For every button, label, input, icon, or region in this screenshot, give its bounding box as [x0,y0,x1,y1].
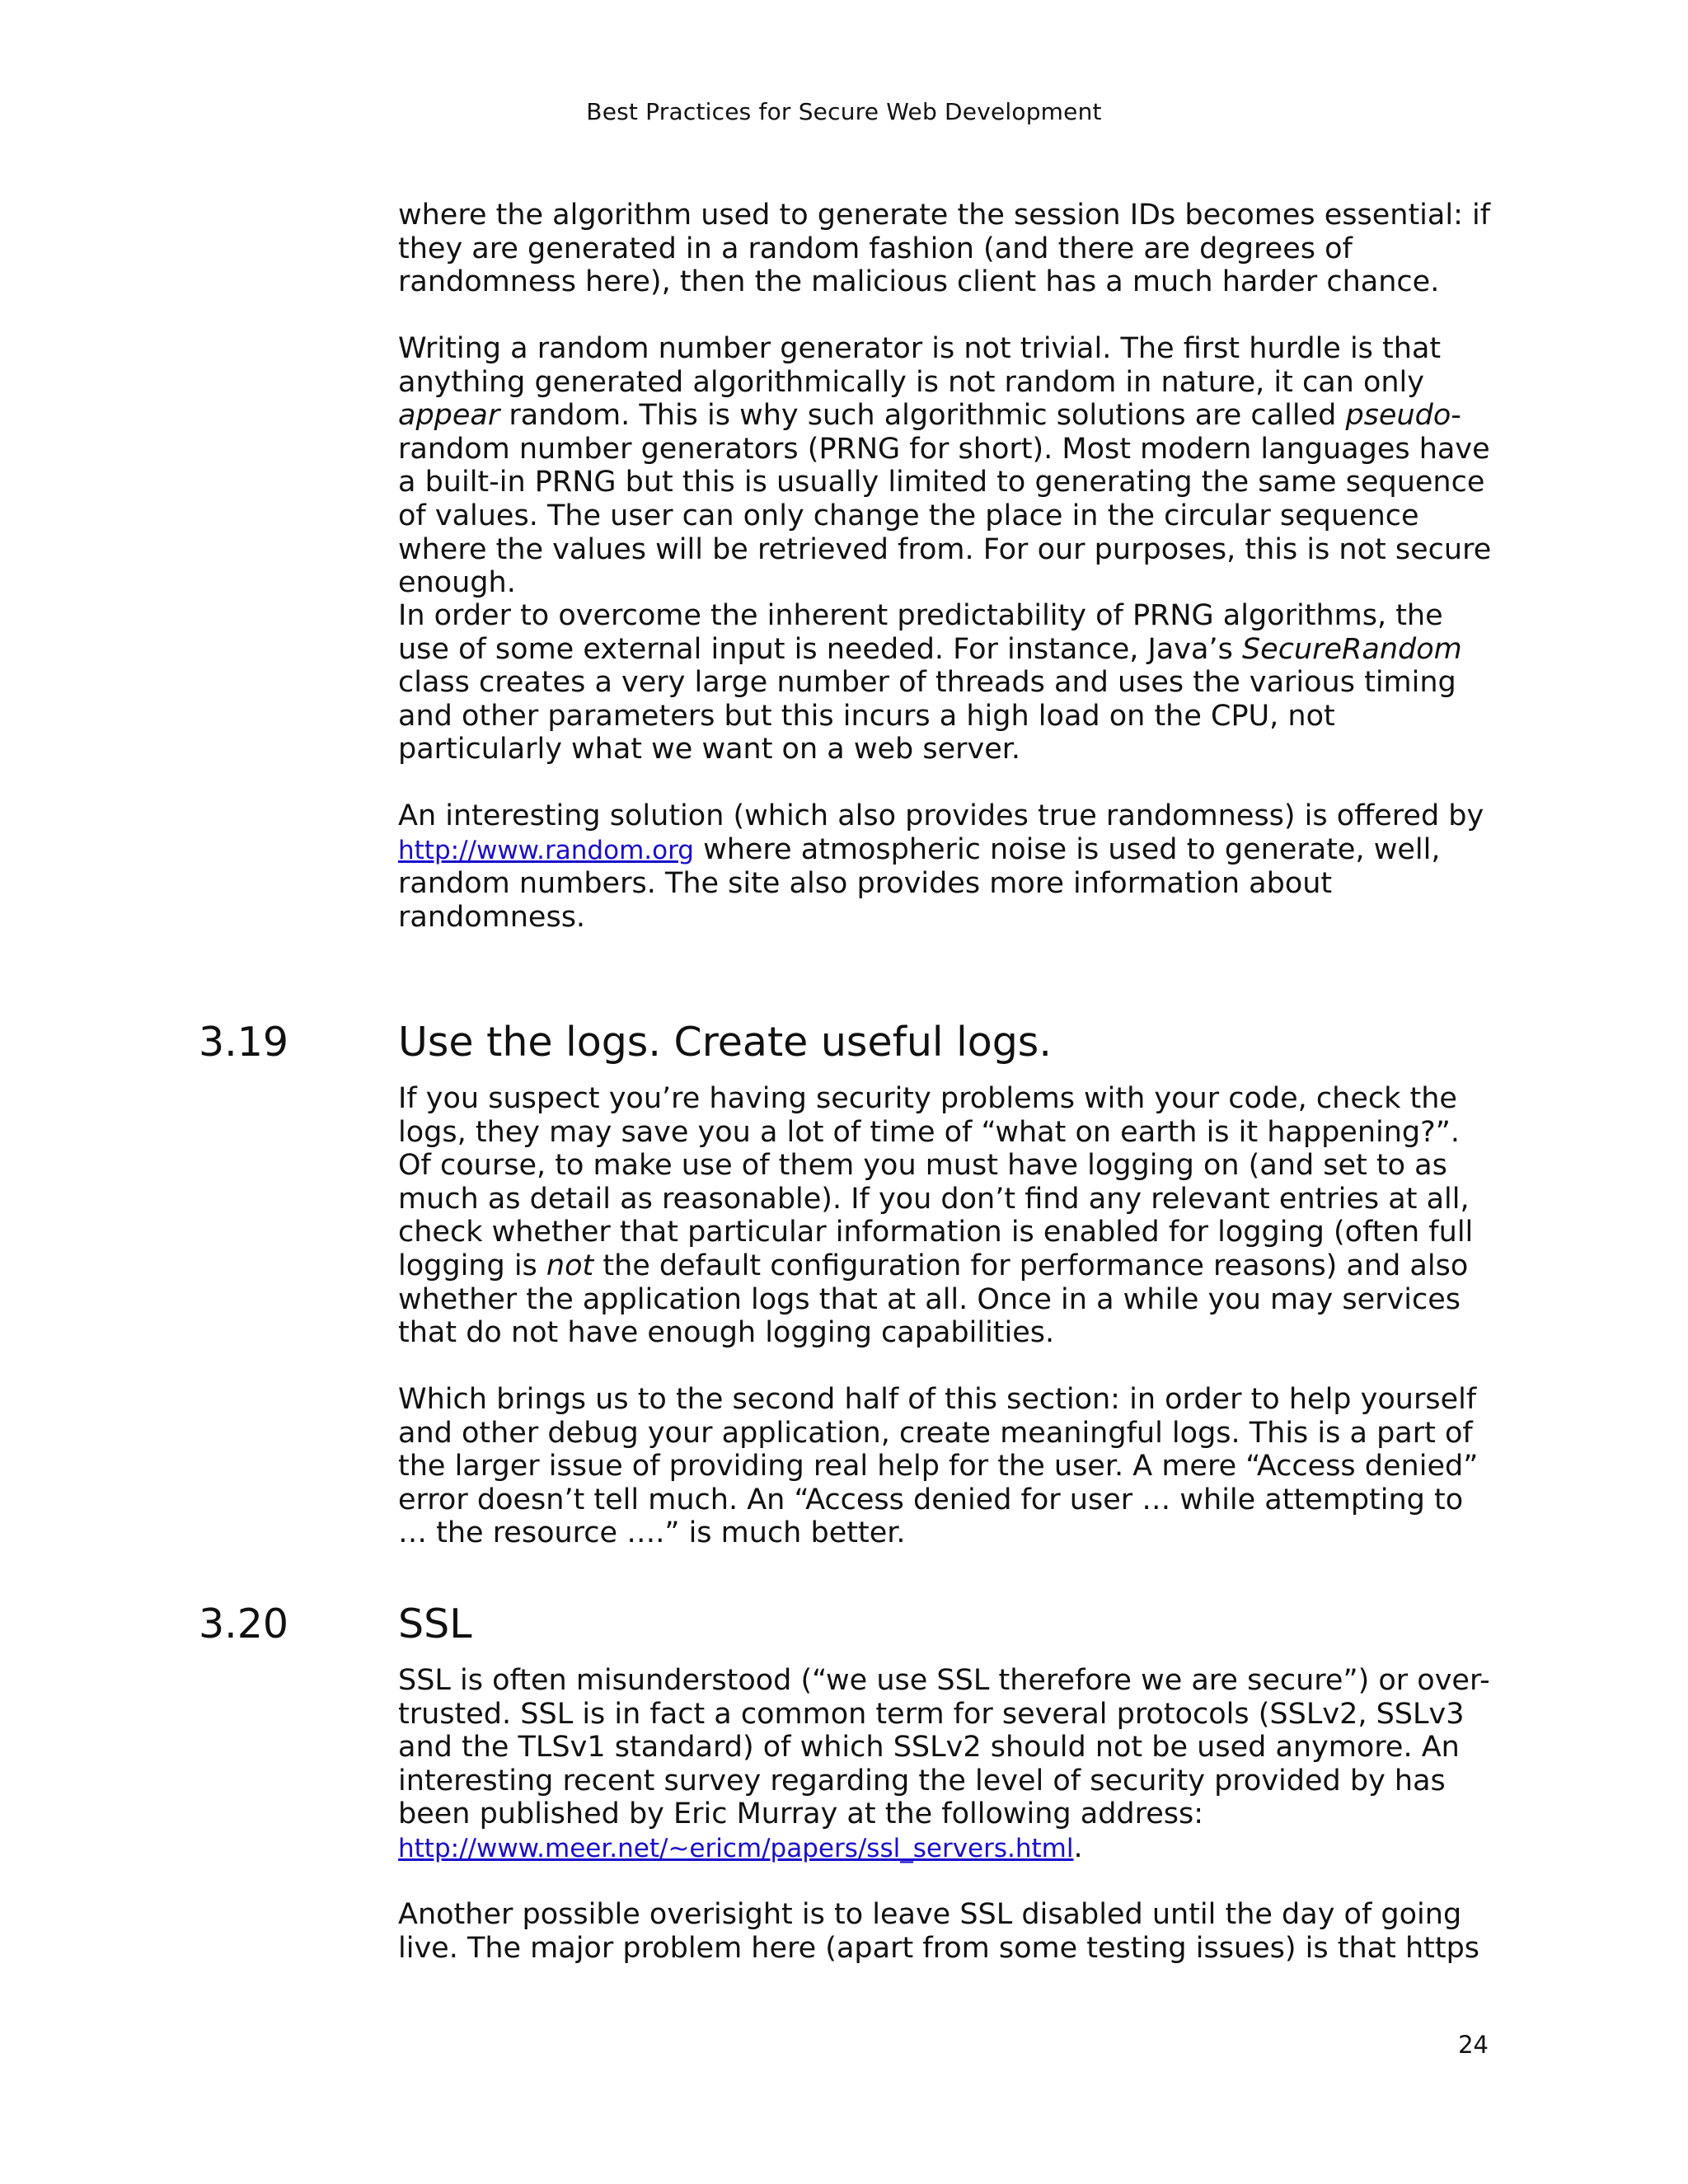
emphasis-not: not [546,1249,594,1282]
emphasis-securerandom: SecureRandom [1241,632,1462,666]
random-org-link[interactable]: http://www.random.org [398,835,694,865]
emphasis-appear: appear [398,399,500,433]
paragraph-text: Which brings us to the second half of this section: in order to help yourself and other debug your application, create meaningful logs. This is a part of the larger issue of providing real help for the user. A mere “Access denied” error doesn’t tell much. An “Access denied for user … while attempting to … the resource ….” is much better. [398,1383,1479,1550]
paragraph-text: where the algorithm used to generate the session IDs becomes essential: if they are generated in a random fashion (and there are degrees of randomness here), then the malicious client has a much harder chance. [398,199,1491,299]
section-title: SSL [398,1601,472,1647]
section-number: 3.20 [199,1601,289,1647]
paragraph-text: the default configuration for performance reasons) and also whether the application logs that at all. Once in a while you may services that do not have enough logging capabilities. [398,1249,1469,1350]
paragraph-text: SSL is often misunderstood (“we use SSL therefore we are secure”) or over-trusted. SSL is in fact a common term for several protocols (SSLv2, SSLv3 and the TLSv1 standard) of which SSLv2 should not be used anymore. An interesting recent survey regarding the level of security provided by has been published by Eric Murray at the following address: [398,1664,1490,1831]
section-number: 3.19 [199,1019,289,1066]
paragraph-text: If you suspect you’re having security problems with your code, check the logs, they may save you a lot of time of “what on earth is it happening?”. Of course, to make use of them you must have logging on (and set to as much as detail as reasonable). If you don’t find any relevant entries at all, check whether that particular information is enabled for logging (often full logging is [398,1082,1474,1282]
paragraph-text: where atmospheric noise is used to generate, well, random numbers. The site also provides more information about randomness. [398,832,1441,934]
paragraph-text: -random number generators (PRNG for short). Most modern languages have a built-in PRNG but this is usually limited to generating the same sequence of values. The user can only change the place in the circular sequence where the values will be retrieved from. For our purposes, this is not secure enough. [398,399,1492,600]
paragraph-random-org [398,799,1494,934]
paragraph-text: Writing a random number generator is not trivial. The first hurdle is that anything generated algorithmically is not random in nature, it can only [398,332,1442,399]
emphasis-pseudo: pseudo [1345,399,1451,433]
section-title: Use the logs. Create useful logs. [398,1019,1052,1066]
paragraph-meaningful-logs [398,1383,1494,1550]
paragraph-ssl-overview [398,1664,1494,1866]
paragraph-text: In order to overcome the inherent predictability of PRNG algorithms, the use of some external input is needed. For instance, Java’s [398,599,1443,666]
paragraph-text: class creates a very large number of threads and uses the various timing and other parameters but this incurs a high load on the CPU, not particularly what we want on a web server. [398,666,1456,766]
paragraph-securerandom [398,599,1494,766]
paragraph-text: random. This is why such algorithmic solutions are called [499,399,1346,433]
paragraph-check-logs [398,1082,1494,1350]
ssl-survey-link[interactable]: http://www.meer.net/~ericm/papers/ssl_servers.html [398,1833,1074,1863]
paragraph-text: Another possible overisight is to leave SSL disabled until the day of going live. The major problem here (apart from some testing issues) is that https [398,1898,1480,1965]
paragraph-text: . [1073,1830,1083,1864]
paragraph-prng [398,332,1494,600]
page-number: 24 [1458,2031,1489,2059]
paragraph-text: An interesting solution (which also provides true randomness) is offered by [398,799,1484,832]
paragraph-ssl-disabled [398,1898,1494,1965]
intro-paragraph-session-ids [398,199,1494,299]
running-header: Best Practices for Secure Web Development [586,98,1102,125]
